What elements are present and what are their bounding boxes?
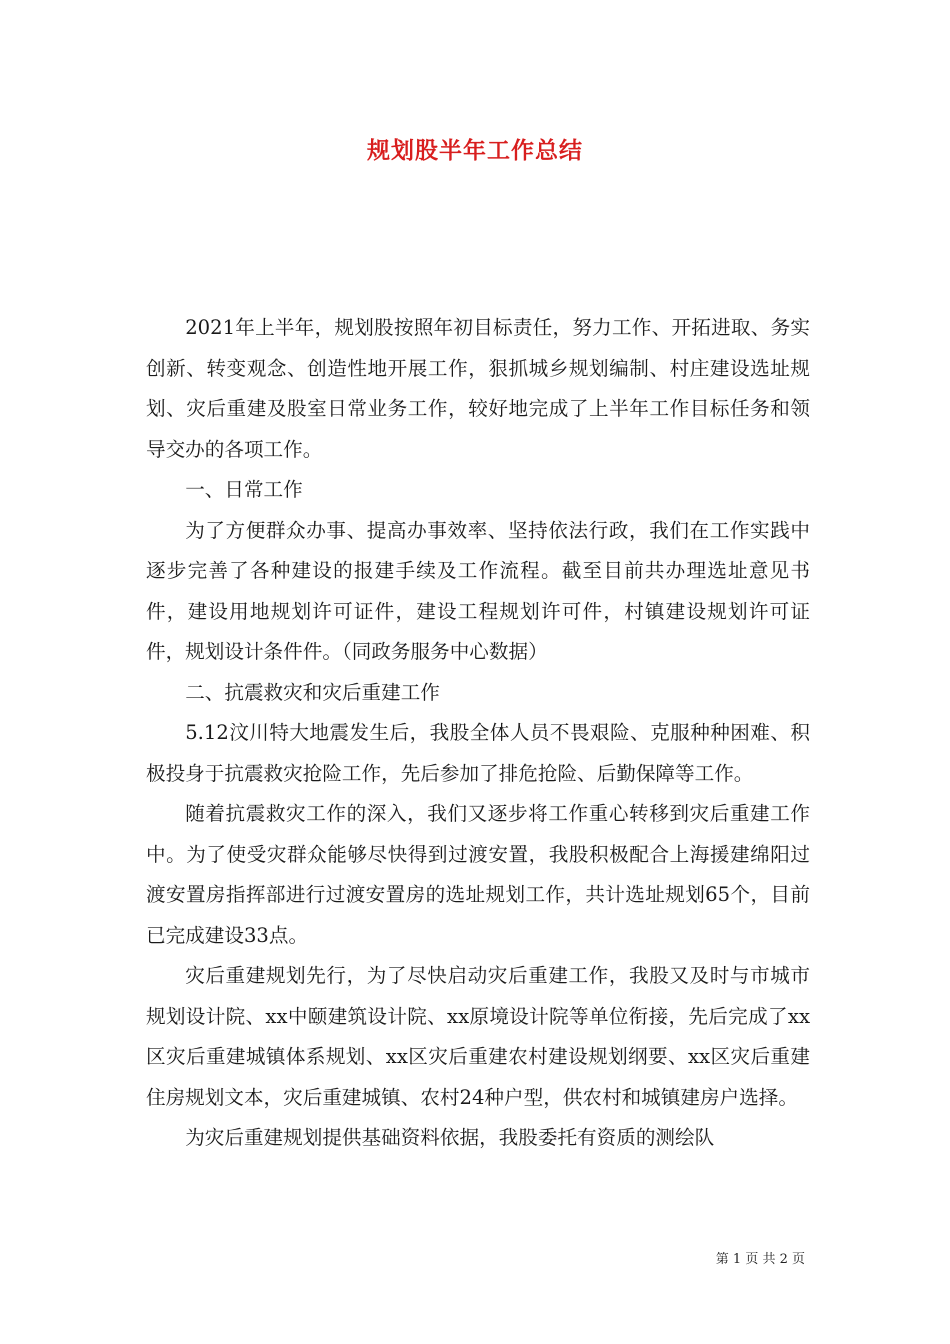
paragraph-transitional-housing: 随着抗震救灾工作的深入，我们又逐步将工作重心转移到灾后重建工作中。为了使受灾群众能够尽快得到过渡安置，我股积极配合上海援建绵阳过渡安置房指挥部进行过渡安置房的选址规划工作，共计选址规划65个，目前已完成建设33点。 <box>146 802 810 947</box>
document-body <box>146 308 810 1159</box>
paragraph-reconstruction-planning: 灾后重建规划先行，为了尽快启动灾后重建工作，我股又及时与市城市规划设计院、xx中颐建筑设计院、xx原境设计院等单位衔接，先后完成了xx区灾后重建城镇体系规划、xx区灾后重建农村建设规划纲要、xx区灾后重建住房规划文本，灾后重建城镇、农村24种户型，供农村和城镇建房户选择。 <box>146 964 810 1109</box>
paragraph-daily-work: 为了方便群众办事、提高办事效率、坚持依法行政，我们在工作实践中逐步完善了各种建设的报建手续及工作流程。截至目前共办理选址意见书件，建设用地规划许可证件，建设工程规划许可件，村镇建设规划许可证件，规划设计条件件。（同政务服务中心数据） <box>146 518 810 663</box>
page-number-footer: 第 1 页 共 2 页 <box>715 1252 805 1267</box>
paragraph-intro: 2021年上半年，规划股按照年初目标责任，努力工作、开拓进取、务实创新、转变观念、创造性地开展工作，狠抓城乡规划编制、村庄建设选址规划、灾后重建及股室日常业务工作，较好地完成了上半年工作目标任务和领导交办的各项工作。 <box>146 316 810 461</box>
paragraph-survey-data: 为灾后重建规划提供基础资料依据，我股委托有资质的测绘队 <box>185 1126 715 1149</box>
paragraph-earthquake-response: 5.12汶川特大地震发生后，我股全体人员不畏艰险、克服种种困难、积极投身于抗震救灾抢险工作，先后参加了排危抢险、后勤保障等工作。 <box>146 721 810 785</box>
section-heading-daily-work: 一、日常工作 <box>185 478 303 501</box>
document-title: 规划股半年工作总结 <box>367 138 583 164</box>
section-heading-earthquake-relief: 二、抗震救灾和灾后重建工作 <box>185 680 440 704</box>
